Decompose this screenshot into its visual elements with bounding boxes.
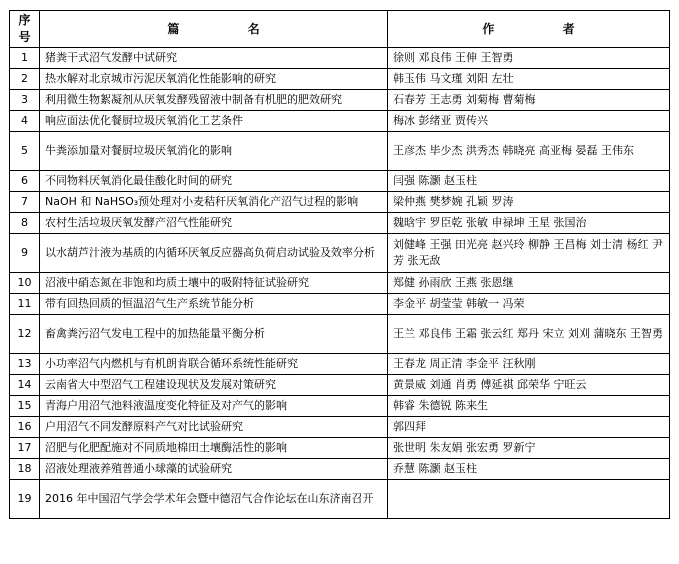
row-number: 17: [10, 438, 40, 459]
row-number: 9: [10, 234, 40, 273]
header-no-line2: 号: [18, 30, 31, 44]
header-row: [10, 11, 670, 48]
article-title: 不同物料厌氧消化最佳酸化时间的研究: [40, 171, 388, 192]
row-number: 13: [10, 354, 40, 375]
article-title: 响应面法优化餐厨垃圾厌氧消化工艺条件: [40, 111, 388, 132]
row-number: 7: [10, 192, 40, 213]
article-authors: 郭四拜: [388, 417, 670, 438]
article-title: 畜禽粪污沼气发电工程中的加热能量平衡分析: [40, 315, 388, 354]
row-number: 18: [10, 459, 40, 480]
table-row: [10, 438, 670, 459]
table-row: [10, 69, 670, 90]
table-row: [10, 480, 670, 519]
article-authors: [388, 480, 670, 519]
article-title: 2016 年中国沼气学会学术年会暨中德沼气合作论坛在山东济南召开: [40, 480, 388, 519]
row-number: 2: [10, 69, 40, 90]
article-title: 以水葫芦汁液为基质的内循环厌氧反应器高负荷启动试验及效率分析: [40, 234, 388, 273]
article-title: 农村生活垃圾厌氧发酵产沼气性能研究: [40, 213, 388, 234]
table-row: [10, 354, 670, 375]
table-row: [10, 171, 670, 192]
table-row: [10, 294, 670, 315]
article-authors: 王春龙 周正清 李金平 汪秋刚: [388, 354, 670, 375]
article-authors: 魏晗宇 罗臣乾 张敏 申禄坤 王星 张国治: [388, 213, 670, 234]
article-authors: 梅冰 彭绪亚 贾传兴: [388, 111, 670, 132]
article-authors: 闫强 陈灏 赵玉柱: [388, 171, 670, 192]
table-row: [10, 132, 670, 171]
table-row: [10, 48, 670, 69]
table-row: [10, 273, 670, 294]
article-title: NaOH 和 NaHSO₃预处理对小麦秸秆厌氧消化产沼气过程的影响: [40, 192, 388, 213]
article-authors: 李金平 胡莹莹 韩敏一 冯荣: [388, 294, 670, 315]
table-row: [10, 315, 670, 354]
row-number: 1: [10, 48, 40, 69]
article-title: 带有回热回质的恒温沼气生产系统节能分析: [40, 294, 388, 315]
row-number: 11: [10, 294, 40, 315]
table-row: [10, 111, 670, 132]
article-title: 沼液中硝态氮在非饱和均质土壤中的吸附特征试验研究: [40, 273, 388, 294]
article-title: 青海户用沼气池料液温度变化特征及对产气的影响: [40, 396, 388, 417]
article-title: 云南省大中型沼气工程建设现状及发展对策研究: [40, 375, 388, 396]
article-authors: 梁仲燕 樊梦婉 孔颖 罗涛: [388, 192, 670, 213]
header-title: 篇 名: [40, 11, 388, 48]
row-number: 8: [10, 213, 40, 234]
article-authors: 黄景威 刘通 肖勇 傅延祺 邱荣华 宁旺云: [388, 375, 670, 396]
article-authors: 石春芳 王志勇 刘菊梅 曹菊梅: [388, 90, 670, 111]
article-authors: 韩玉伟 马文瑾 刘阳 左壮: [388, 69, 670, 90]
row-number: 3: [10, 90, 40, 111]
article-authors: 郑健 孙雨欣 王燕 张恩继: [388, 273, 670, 294]
row-number: 5: [10, 132, 40, 171]
row-number: 15: [10, 396, 40, 417]
table-row: [10, 213, 670, 234]
article-title: 猪粪干式沼气发酵中试研究: [40, 48, 388, 69]
toc-body: [10, 48, 670, 519]
article-title: 利用微生物絮凝剂从厌氧发酵残留液中制备有机肥的肥效研究: [40, 90, 388, 111]
article-authors: 张世明 朱友娟 张宏勇 罗新宁: [388, 438, 670, 459]
toc-table: [9, 10, 670, 519]
article-title: 牛粪添加量对餐厨垃圾厌氧消化的影响: [40, 132, 388, 171]
article-authors: 王兰 邓良伟 王霜 张云红 郑丹 宋立 刘刈 蒲晓东 王智勇: [388, 315, 670, 354]
row-number: 19: [10, 480, 40, 519]
article-title: 沼液处理液养殖普通小球藻的试验研究: [40, 459, 388, 480]
table-row: [10, 459, 670, 480]
article-title: 热水解对北京城市污泥厌氧消化性能影响的研究: [40, 69, 388, 90]
table-row: [10, 396, 670, 417]
article-authors: 刘健峰 王强 田光亮 赵兴玲 柳静 王昌梅 刘士清 杨红 尹芳 张无敌: [388, 234, 670, 273]
header-authors: 作 者: [388, 11, 670, 48]
row-number: 6: [10, 171, 40, 192]
table-row: [10, 192, 670, 213]
article-title: 沼肥与化肥配施对不同质地棉田土壤酶活性的影响: [40, 438, 388, 459]
table-row: [10, 234, 670, 273]
row-number: 4: [10, 111, 40, 132]
article-authors: 韩睿 朱德锐 陈来生: [388, 396, 670, 417]
article-authors: 徐则 邓良伟 王伸 王智勇: [388, 48, 670, 69]
article-title: 户用沼气不同发酵原料产气对比试验研究: [40, 417, 388, 438]
table-row: [10, 375, 670, 396]
header-no: [10, 11, 40, 48]
row-number: 10: [10, 273, 40, 294]
table-row: [10, 90, 670, 111]
row-number: 14: [10, 375, 40, 396]
article-authors: 王彦杰 毕少杰 洪秀杰 韩晓亮 高亚梅 晏磊 王伟东: [388, 132, 670, 171]
row-number: 12: [10, 315, 40, 354]
article-authors: 乔慧 陈灏 赵玉柱: [388, 459, 670, 480]
table-row: [10, 417, 670, 438]
header-no-line1: 序: [18, 13, 31, 27]
article-title: 小功率沼气内燃机与有机朗肯联合循环系统性能研究: [40, 354, 388, 375]
row-number: 16: [10, 417, 40, 438]
